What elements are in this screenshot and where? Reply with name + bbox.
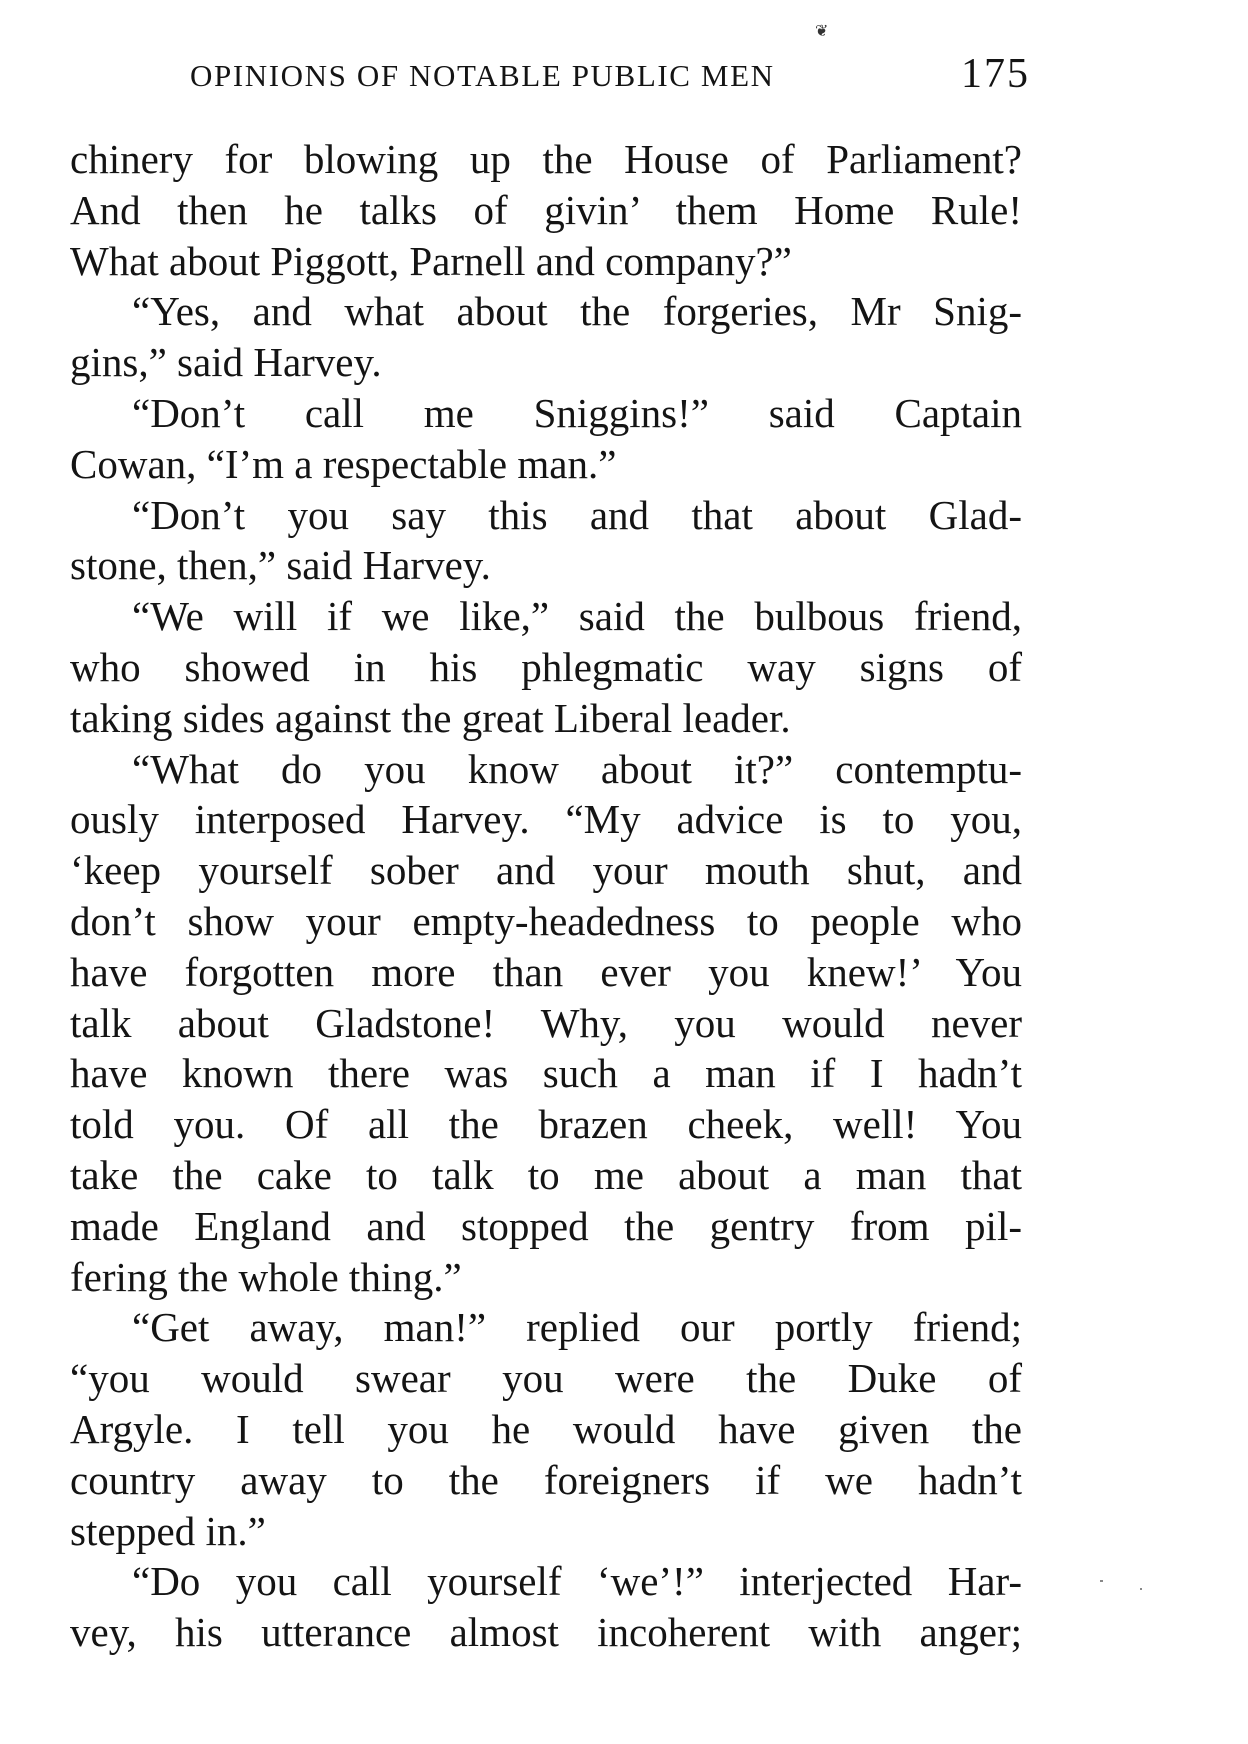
text-line: gins,” said Harvey. <box>70 339 382 386</box>
text-line: What about Piggott, Parnell and company?” <box>70 237 792 284</box>
text-line: told you. Of all the brazen cheek, well! You <box>70 1101 1022 1148</box>
text-line: “Do you call yourself ‘we’!” interjected Har- <box>132 1558 1022 1605</box>
text-line: talk about Gladstone! Why, you would never <box>70 999 1022 1046</box>
text-line: “Don’t call me Sniggins!” said Captain <box>132 389 1022 436</box>
text-line: have known there was such a man if I hadn’t <box>70 1050 1022 1097</box>
running-head <box>190 52 1030 100</box>
text-line: who showed in his phlegmatic way signs of <box>70 643 1022 690</box>
text-line: taking sides against the great Liberal leader. <box>70 694 791 741</box>
text-line: And then he talks of givin’ them Home Rule! <box>70 186 1022 233</box>
text-line: country away to the foreigners if we hadn’t <box>70 1456 1022 1503</box>
text-line: “Don’t you say this and that about Glad- <box>132 491 1022 538</box>
text-line: ously interposed Harvey. “My advice is to you, <box>70 796 1022 843</box>
text-line: fering the whole thing.” <box>70 1253 462 1300</box>
text-line: don’t show your empty-headedness to people who <box>70 897 1022 944</box>
text-line: chinery for blowing up the House of Parliament? <box>70 136 1022 182</box>
body-text <box>70 134 1022 1658</box>
text-line: take the cake to talk to me about a man that <box>70 1151 1022 1198</box>
text-line: “Yes, and what about the forgeries, Mr Snig- <box>132 288 1022 335</box>
text-line: “What do you know about it?” contemptu- <box>132 745 1022 792</box>
text-line: “you would swear you were the Duke of <box>70 1355 1022 1402</box>
ornament-mark: ❦ <box>815 23 829 40</box>
text-line: made England and stopped the gentry from pil- <box>70 1202 1022 1249</box>
text-line: “Get away, man!” replied our portly friend; <box>132 1304 1022 1351</box>
paper-speck <box>1100 1580 1103 1582</box>
paper-speck <box>1140 1588 1142 1590</box>
page-number: 175 <box>961 51 1030 97</box>
text-line: “We will if we like,” said the bulbous friend, <box>132 593 1022 640</box>
text-line: stepped in.” <box>70 1507 266 1554</box>
text-line: stone, then,” said Harvey. <box>70 542 491 589</box>
text-line: vey, his utterance almost incoherent with anger; <box>70 1609 1022 1656</box>
text-line: have forgotten more than ever you knew!’ You <box>70 948 1022 995</box>
running-title: OPINIONS OF NOTABLE PUBLIC MEN <box>190 58 775 93</box>
text-line: Cowan, “I’m a respectable man.” <box>70 440 617 487</box>
text-line: ‘keep yourself sober and your mouth shut, and <box>70 847 1022 894</box>
text-line: Argyle. I tell you he would have given the <box>70 1405 1022 1452</box>
